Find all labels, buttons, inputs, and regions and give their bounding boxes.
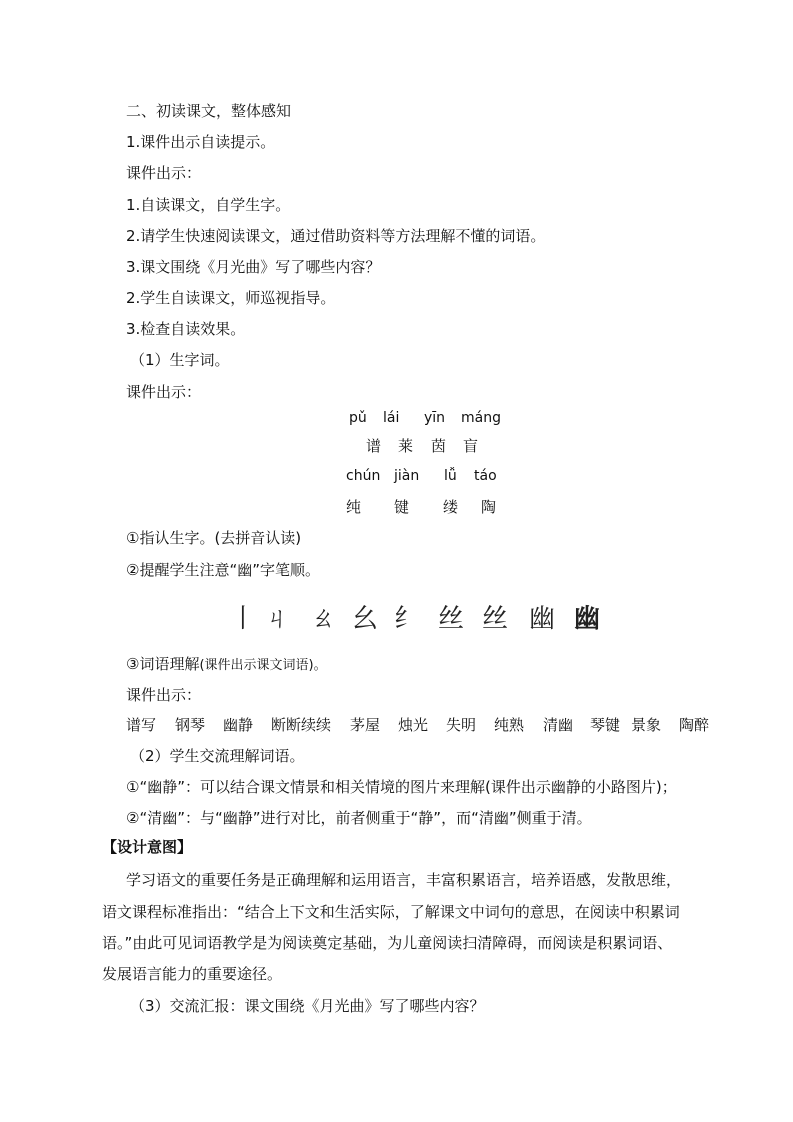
prompt-item: 3.课文围绕《月光曲》写了哪些内容？ (126, 258, 381, 276)
character: 莱 (398, 437, 414, 455)
stroke-order-diagram (224, 603, 624, 637)
explanation: ①“幽静”：可以结合课文情景和相关情境的图片来理解(课件出示幽静的小路图片)； (126, 778, 677, 796)
stroke-step: 幺 (352, 604, 379, 634)
sub-step: （1）生字词。 (130, 351, 230, 369)
vocab-word: 茅屋 (350, 716, 381, 734)
prompt-item: 1.自读课文，自学生字。 (126, 196, 291, 214)
vocab-word: 景象 (631, 716, 662, 734)
stroke-step: 丝 (482, 604, 509, 634)
step-text: 2.学生自读课文，师巡视指导。 (126, 289, 336, 307)
section-heading: 二、初读课文，整体感知 (126, 102, 292, 120)
pinyin: máng (461, 410, 501, 426)
vocab-word: 琴键 (590, 716, 621, 734)
pinyin: táo (474, 468, 497, 484)
pinyin: jiàn (394, 468, 420, 484)
pinyin: yīn (424, 410, 446, 426)
vocab-list (126, 715, 726, 737)
vocab-word: 幽静 (223, 716, 254, 734)
character: 陶 (481, 498, 497, 516)
design-intent-heading: 【设计意图】 (102, 838, 193, 856)
instruction-note: (课件出示课文词语)。 (199, 658, 327, 673)
character: 键 (394, 498, 410, 516)
instruction-text: ③词语理解 (126, 655, 200, 673)
step-text: 3.检查自读效果。 (126, 320, 246, 338)
stroke-step: ㄠ (310, 604, 337, 634)
vocab-word: 清幽 (543, 716, 574, 734)
sub-step: （3）交流汇报：课文围绕《月光曲》写了哪些内容？ (130, 997, 485, 1015)
pinyin: pǔ (349, 410, 367, 426)
character: 茵 (431, 437, 447, 455)
courseware-label: 课件出示： (126, 164, 202, 182)
character: 缕 (443, 498, 459, 516)
character: 盲 (463, 437, 479, 455)
stroke-step: 幽 (574, 604, 601, 634)
instruction: ②提醒学生注意“幽”字笔顺。 (126, 561, 320, 579)
vocab-word: 失明 (446, 716, 477, 734)
design-paragraph-line: 语。”由此可见词语教学是为阅读奠定基础，为儿童阅读扫清障碍，而阅读是积累词语、 (102, 934, 673, 952)
courseware-label: 课件出示： (126, 686, 202, 704)
stroke-step: 丝 (438, 604, 465, 634)
instruction: ①指认生字。(去拼音认读) (126, 529, 302, 547)
vocab-word: 断断续续 (271, 716, 332, 734)
stroke-step: 纟 (394, 604, 421, 634)
design-paragraph-line: 发展语言能力的重要途径。 (102, 965, 283, 983)
design-paragraph-line: 语文课程标准指出：“结合上下文和生活实际，了解课文中词句的意思，在阅读中积累词 (102, 903, 680, 921)
stroke-step: ㄐ (264, 604, 291, 634)
vocab-word: 烛光 (398, 716, 429, 734)
vocab-word: 陶醉 (679, 716, 710, 734)
design-paragraph-line: 学习语文的重要任务是正确理解和运用语言，丰富积累语言，培养语感，发散思维， (126, 871, 682, 889)
courseware-label: 课件出示： (126, 383, 202, 401)
pinyin: lǚ (444, 468, 457, 484)
sub-step: （2）学生交流理解词语。 (130, 747, 305, 765)
character: 谱 (366, 437, 382, 455)
pinyin: chún (346, 468, 381, 484)
stroke-step: 幽 (529, 604, 556, 634)
instruction (126, 654, 327, 676)
vocab-word: 钢琴 (175, 716, 206, 734)
step-text: 1.课件出示自读提示。 (126, 133, 276, 151)
pinyin: lái (383, 410, 400, 426)
explanation: ②“清幽”：与“幽静”进行对比，前者侧重于“静”，而“清幽”侧重于清。 (126, 809, 592, 827)
vocab-word: 纯熟 (494, 716, 525, 734)
stroke-step: 丨 (230, 604, 257, 634)
vocab-word: 谱写 (126, 716, 157, 734)
prompt-item: 2.请学生快速阅读课文，通过借助资料等方法理解不懂的词语。 (126, 227, 546, 245)
character: 纯 (346, 498, 362, 516)
